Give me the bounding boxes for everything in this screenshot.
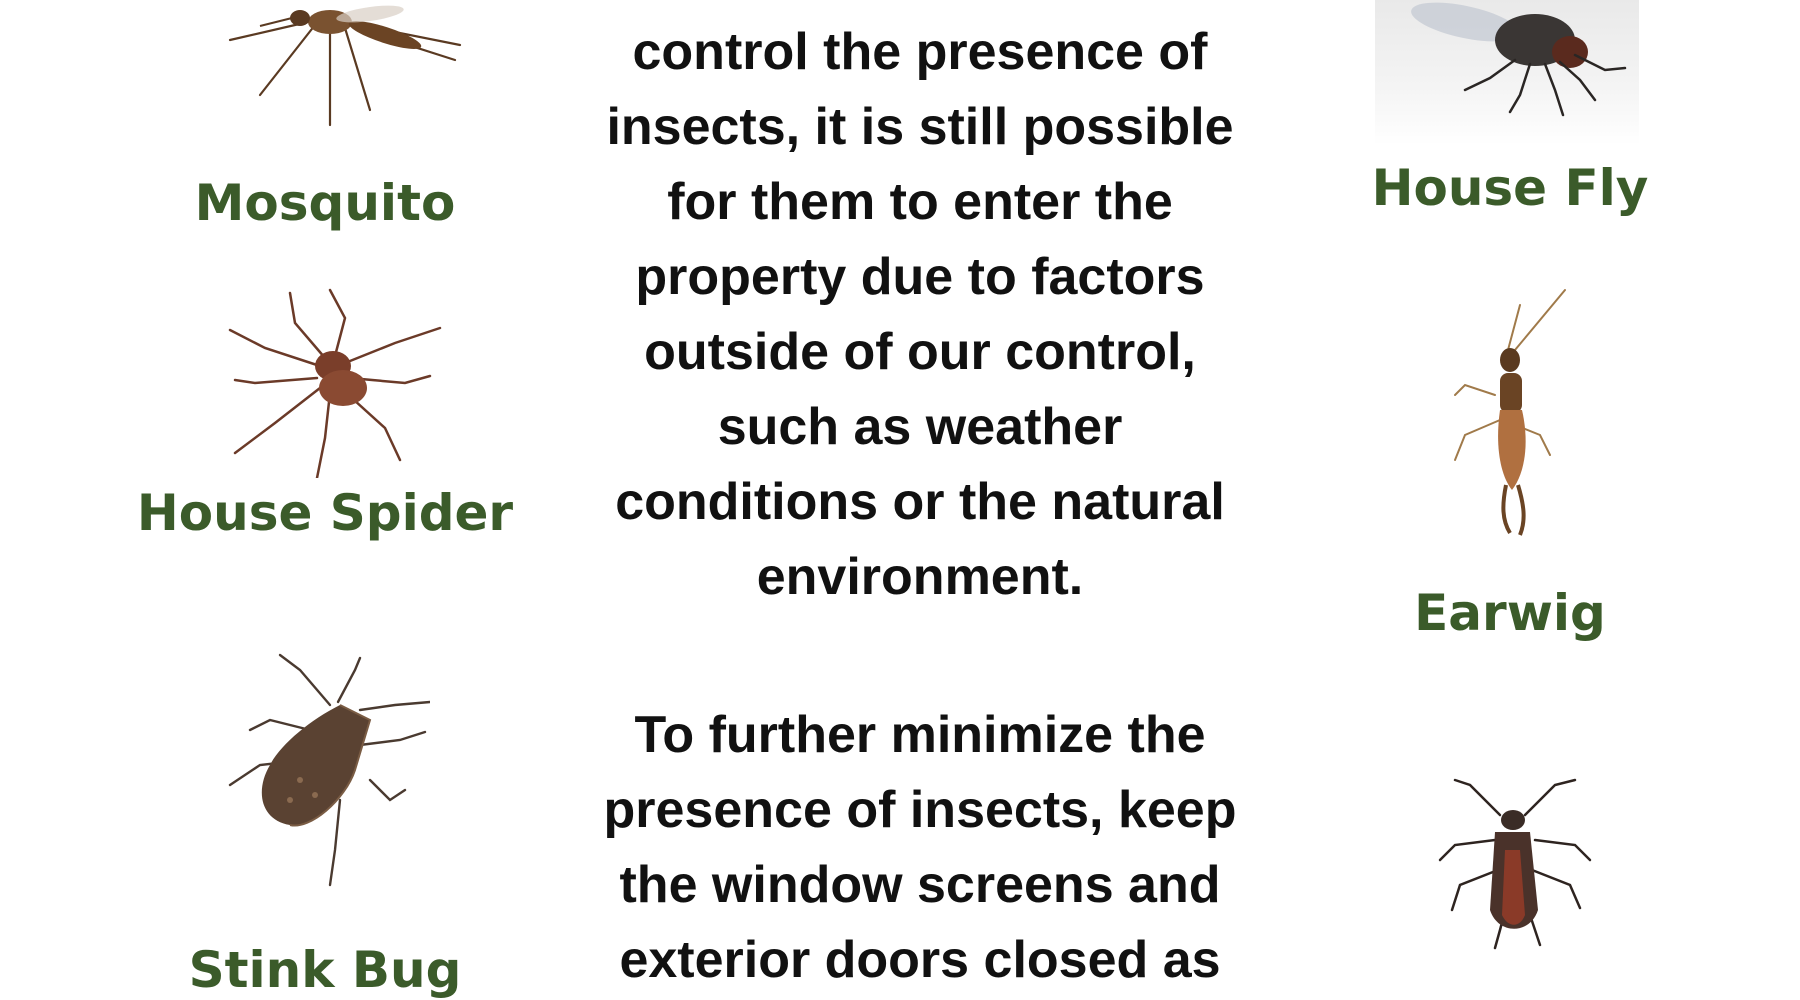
paragraph-2-line: To further minimize the (634, 706, 1206, 764)
spider-image (225, 288, 445, 478)
paragraph-2-line: the window screens and (619, 856, 1221, 914)
paragraph-2-line: presence of insects, keep (603, 781, 1237, 839)
paragraph-1-line: conditions or the natural (615, 473, 1225, 531)
house-fly-image (1395, 0, 1635, 125)
paragraph-1-line: outside of our control, (644, 323, 1196, 381)
bug-image (1430, 760, 1600, 950)
paragraph-2 (580, 698, 1260, 998)
paragraph-1-line: property due to factors (635, 248, 1205, 306)
insect-label-house-spider: House Spider (136, 484, 514, 542)
stink-bug-image (220, 650, 430, 890)
insect-label-earwig: Earwig (1414, 584, 1606, 642)
paragraph-1-line: environment. (756, 548, 1084, 606)
insect-label-stink-bug: Stink Bug (188, 941, 462, 999)
insect-label-house-fly: House Fly (1371, 159, 1649, 217)
earwig-image (1440, 285, 1580, 545)
paragraph-1-line: for them to enter the (667, 173, 1173, 231)
paragraph-1-line: control the presence of (632, 23, 1208, 81)
mosquito-image (220, 0, 470, 135)
paragraph-1 (580, 15, 1260, 615)
insect-label-mosquito: Mosquito (194, 174, 456, 232)
paragraph-2-line: exterior doors closed as (619, 931, 1221, 989)
paragraph-1-line: insects, it is still possible (606, 98, 1234, 156)
paragraph-1-line: such as weather (717, 398, 1123, 456)
